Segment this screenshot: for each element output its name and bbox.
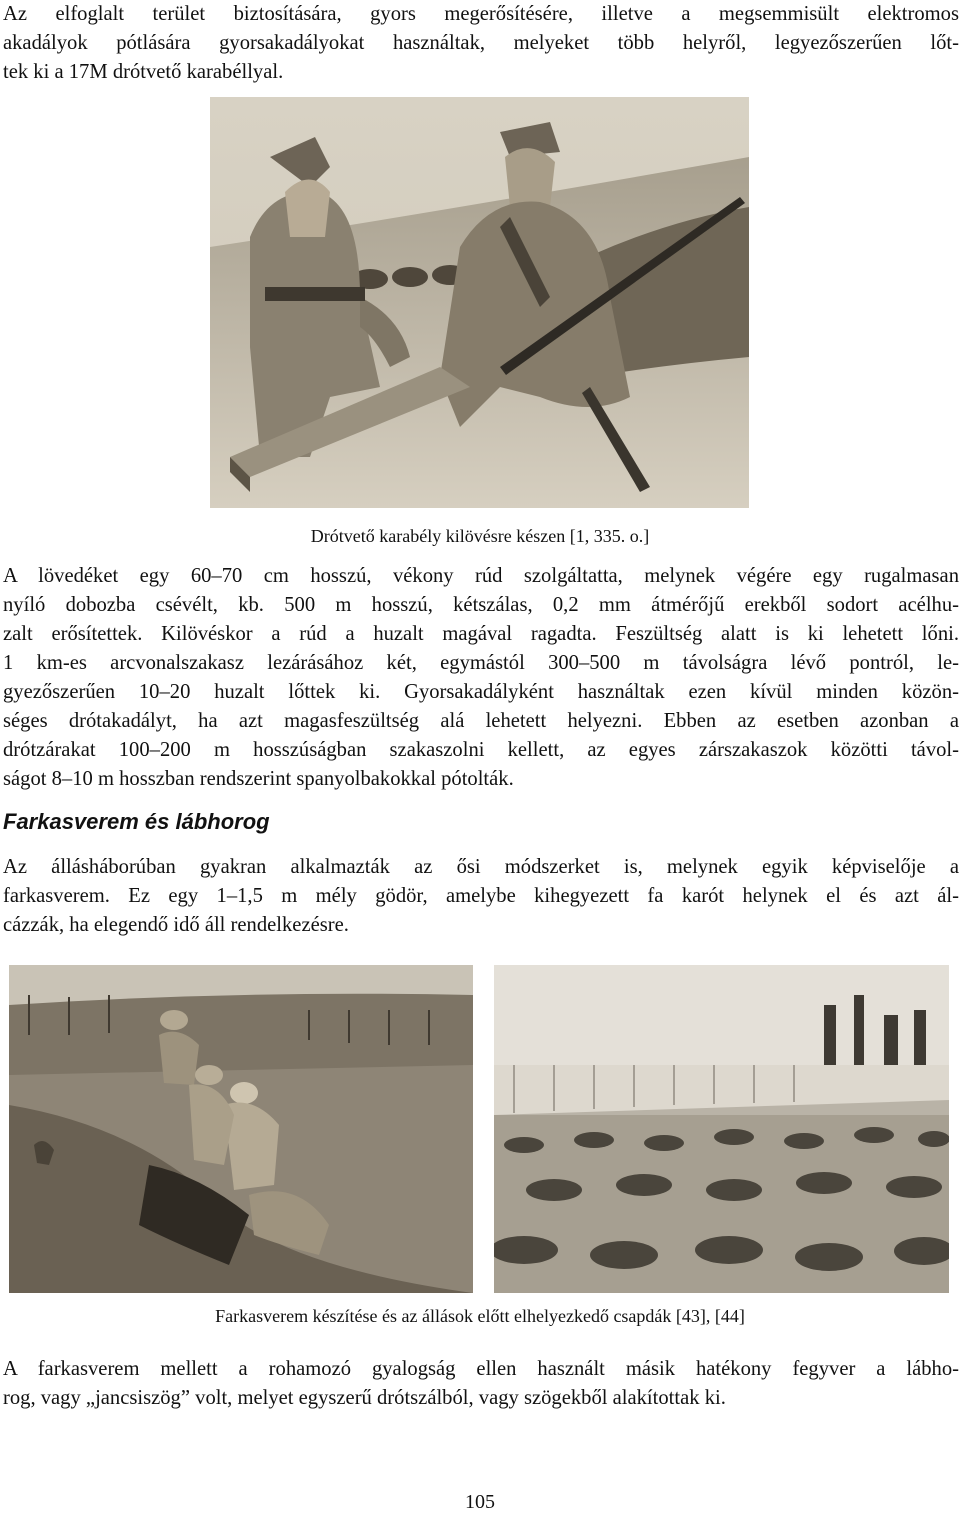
photo-wolf-pit-field (494, 965, 949, 1293)
paragraph-labhorog (3, 1355, 959, 1413)
text-line: ságot 8–10 m hosszban rendszerint spanyolbakokkal pótolták. (3, 768, 514, 790)
text-line: Az állásháborúban gyakran alkalmazták az ősi módszerket is, melynek egyik képviselője a (3, 856, 959, 878)
paragraph-intro (3, 0, 959, 87)
caption-wire-carbine: Drótvető karabély kilövésre készen [1, 335. o.] (310, 526, 650, 546)
text-line: séges drótakadályt, ha azt magasfeszültség alá lehetett helyezni. Ebben az esetben azonban a (3, 710, 959, 732)
text-line: gyezőszerűen 10–20 huzalt lőttek ki. Gyorsakadályként használtak ezen kívül minden közön- (3, 681, 959, 703)
page-number: 105 (465, 1491, 495, 1513)
photo-wire-carbine-soldiers (210, 97, 749, 508)
caption-wolf-pit: Farkasverem készítése és az állások előtt elhelyezkedő csapdák [43], [44] (215, 1306, 745, 1326)
text-line: cázzák, ha elegendő idő áll rendelkezésre. (3, 914, 349, 936)
text-line: tek ki a 17M drótvető karabéllyal. (3, 61, 284, 83)
text-line: farkasverem. Ez egy 1–1,5 m mély gödör, amelybe kihegyezett fa karót helynek el és azt ál- (3, 885, 959, 907)
text-line: Az elfoglalt terület biztosítására, gyors megerősítésére, illetve a megsemmisült elektromos (3, 3, 959, 25)
photo-wolf-pit-digging (9, 965, 473, 1293)
text-line: drótzárakat 100–200 m hosszúságban szakaszolni kellett, az egyes zárszakaszok közötti távol- (3, 739, 959, 761)
paragraph-farkasverem (3, 853, 959, 940)
text-line: rog, vagy „jancsiszög” volt, melyet egyszerű drótszálból, vagy szögekből alakítottak ki. (3, 1387, 726, 1409)
text-line: A farkasverem mellett a rohamozó gyalogság ellen használt másik hatékony fegyver a lábho- (3, 1358, 959, 1380)
text-line: 1 km-es arcvonalszakasz lezárásához két, egymástól 300–500 m távolságra lévő pontról, le- (3, 652, 959, 674)
text-line: nyíló dobozba csévélt, kb. 500 m hosszú, kétszálas, 0,2 mm átmérőjű erekből sodort acélhu- (3, 594, 959, 616)
paragraph-karabely (3, 562, 959, 794)
text-line: zalt erősítettek. Kilövéskor a rúd a huzalt magával ragadta. Feszültség alatt is ki lehetett lőni. (3, 623, 959, 645)
text-line: A lövedéket egy 60–70 cm hosszú, vékony rúd szolgáltatta, melynek végére egy rugalmasan (3, 565, 959, 587)
section-heading: Farkasverem és lábhorog (3, 809, 270, 834)
text-line: akadályok pótlására gyorsakadályokat használtak, melyeket több helyről, legyezőszerűen lőt- (3, 32, 959, 54)
